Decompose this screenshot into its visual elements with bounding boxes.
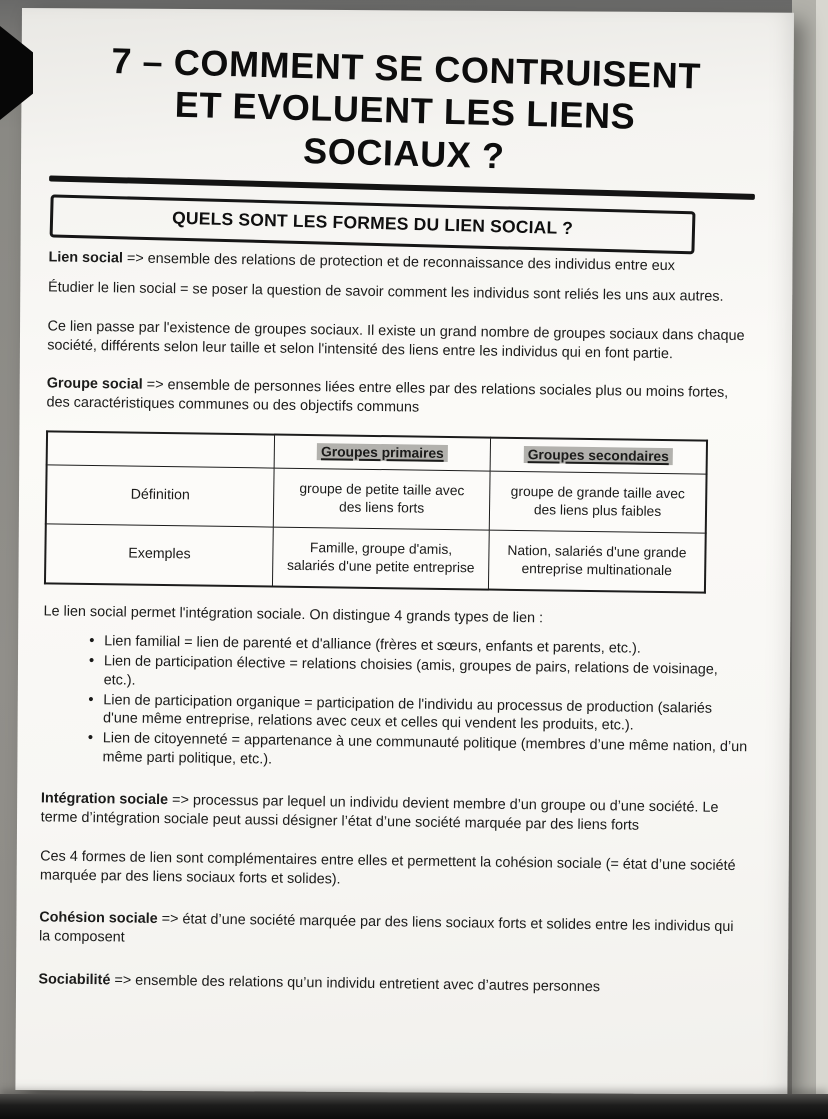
- term-sociabilite: Sociabilité: [38, 971, 111, 989]
- table-cell-groupes-secondaires: [490, 437, 707, 474]
- paragraph-complementaires: Ces 4 formes de lien sont complémentaires entre elles et permettent la cohésion sociale (= état d’une société marquée par des liens sociaux forts et solides).: [39, 848, 736, 888]
- list-item-lien-elective: • Lien de participation élective = relations choisies (amis, groupes de pairs, relations de voisinage, etc.).: [88, 652, 750, 699]
- list-item-lien-familial: • Lien familial = lien de parenté et d'alliance (frères et sœurs, enfants et parents, etc.).: [89, 632, 751, 660]
- definition-text-sociabilite: => ensemble des relations qu’un individu entretient avec d’autres personnes: [114, 972, 601, 995]
- title-line-3: SOCIAUX ?: [302, 129, 506, 177]
- definition-text-integration-sociale: => processus par lequel un individu devient membre d’un groupe ou d’une société. Le terme d’intégration sociale peut aussi désigner l’état d’une société marquée par des liens forts: [40, 792, 719, 834]
- cell-exemples-secondaires: Nation, salariés d'une grande entreprise multinationale: [488, 530, 705, 593]
- header-groupes-secondaires: Groupes secondaires: [524, 446, 673, 465]
- cell-exemples-primaires: Famille, groupe d'amis, salariés d'une petite entreprise: [273, 527, 490, 590]
- cell-definition-primaires: groupe de petite taille avec des liens forts: [273, 468, 490, 530]
- term-lien-social: Lien social: [48, 249, 124, 267]
- title-line-1: 7 – COMMENT SE CONTRUISENT: [110, 39, 702, 97]
- section-header-box: [50, 195, 696, 255]
- section-header: QUELS SONT LES FORMES DU LIEN SOCIAL ?: [171, 208, 574, 239]
- definition-text-lien-social: => ensemble des relations de protection et de reconnaissance des individus entre eux: [126, 250, 675, 275]
- table-row-definition: [46, 465, 707, 533]
- photo-bottom-edge: [0, 1094, 828, 1119]
- document-content: [8, 8, 794, 999]
- table-cell-empty: [47, 431, 275, 468]
- document-page: [15, 8, 794, 1095]
- definition-cohesion-sociale: [39, 909, 747, 956]
- definition-text-cohesion-sociale: => état d’une société marquée par des liens sociaux forts et solides entre les individus qui la composent: [38, 911, 734, 946]
- term-groupe-social: Groupe social: [46, 375, 143, 394]
- table-cell-groupes-primaires: [274, 434, 490, 471]
- paragraph-ce-lien: Ce lien passe par l'existence de groupes sociaux. Il existe un grand nombre de groupes sociaux dans chaque société, différents selon leur taille et selon l'intensité des liens entre les individus qui en font partie.: [47, 318, 745, 362]
- list-item-lien-citoyennete: • Lien de citoyenneté = appartenance à une communauté politique (membres d’une même nation, d’un même parti politique, etc.).: [87, 729, 749, 776]
- term-cohesion-sociale: Cohésion sociale: [39, 909, 158, 928]
- definition-integration-sociale: [41, 790, 749, 837]
- document-header: [48, 38, 761, 256]
- title-line-2: ET EVOLUENT LES LIENS: [174, 84, 636, 138]
- paragraph-etudier: Étudier le lien social = se poser la question de savoir comment les individus sont reliés les uns aux autres.: [47, 279, 724, 305]
- row-label-exemples: Exemples: [45, 524, 273, 587]
- table-row-exemples: [45, 524, 706, 593]
- definition-groupe-social: [46, 375, 754, 422]
- groups-table: [44, 430, 708, 593]
- lien-types-list: [87, 632, 751, 775]
- term-integration-sociale: Intégration sociale: [40, 790, 169, 809]
- header-groupes-primaires: Groupes primaires: [317, 443, 448, 462]
- definition-sociabilite: [38, 970, 746, 999]
- row-label-definition: Définition: [46, 465, 274, 527]
- cell-definition-secondaires: groupe de grande taille avec des liens plus faibles: [489, 471, 706, 533]
- list-item-lien-organique: • Lien de participation organique = participation de l'individu au processus de production (salariés d'une même entreprise, relations avec ceux et celles qui vendent les produits, etc.).: [88, 691, 750, 738]
- document-title: [49, 38, 760, 184]
- paragraph-types-intro: Le lien social permet l'intégration sociale. On distingue 4 grands types de lien :: [43, 603, 544, 627]
- page-stack-edge: [792, 0, 816, 1119]
- definition-text-groupe-social: => ensemble de personnes liées entre elles par des relations sociales plus ou moins fortes, des caractéristiques communes ou des objectifs communs: [46, 377, 729, 416]
- desk-edge-strip: [816, 0, 828, 1119]
